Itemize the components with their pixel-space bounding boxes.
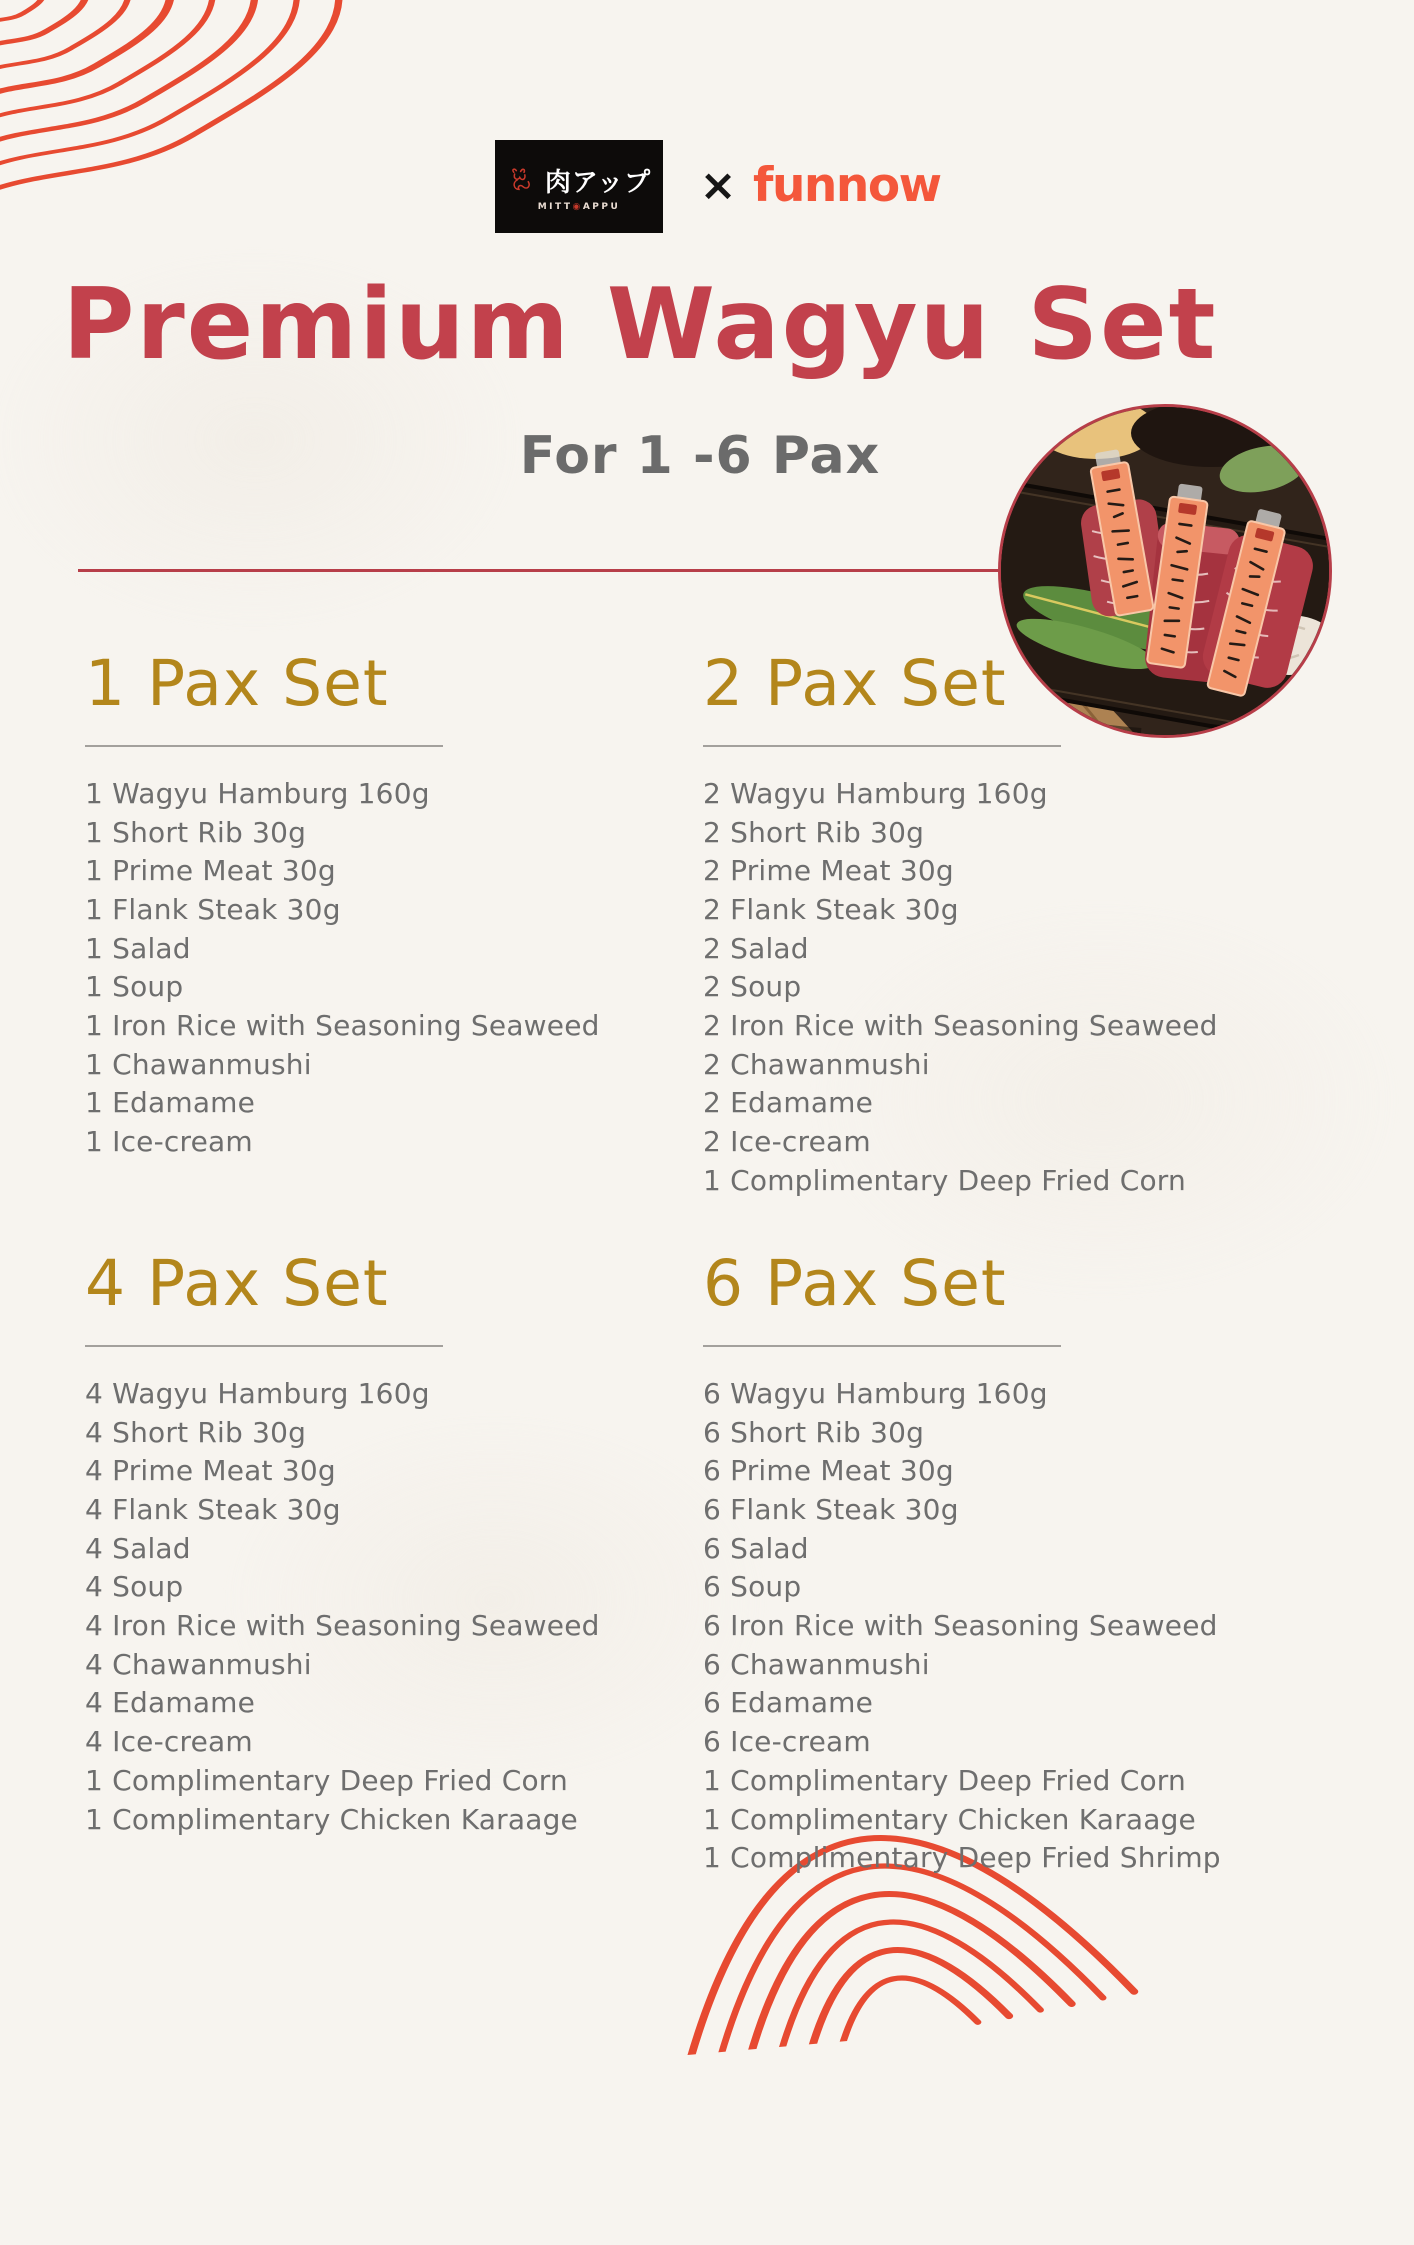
section-heading: 2 Pax Set [703, 647, 1007, 720]
section-heading: 6 Pax Set [703, 1247, 1007, 1320]
bull-icon [507, 167, 541, 193]
brand-name-japanese: 肉アップ [544, 167, 652, 198]
section-6-pax [703, 1246, 1343, 1878]
section-2-pax [703, 646, 1343, 1201]
section-heading: 1 Pax Set [85, 647, 389, 720]
list-item: 4 Soup [85, 1570, 184, 1604]
funnow-logo: funnow [753, 158, 941, 213]
list-item: 4 Prime Meat 30g [85, 1454, 336, 1488]
list-item: 6 Wagyu Hamburg 160g [703, 1376, 1048, 1410]
list-item: 4 Flank Steak 30g [85, 1492, 341, 1526]
list-item: 1 Complimentary Deep Fried Corn [703, 1763, 1186, 1797]
list-item: 1 Complimentary Deep Fried Corn [85, 1763, 568, 1797]
list-item: 2 Short Rib 30g [703, 815, 925, 849]
list-item: 6 Soup [703, 1570, 802, 1604]
section-divider [703, 745, 1061, 747]
list-item: 6 Chawanmushi [703, 1647, 930, 1681]
list-item: 1 Salad [85, 931, 191, 965]
list-item: 1 Complimentary Deep Fried Shrimp [703, 1841, 1221, 1875]
list-item: 1 Complimentary Chicken Karaage [703, 1802, 1196, 1836]
list-item: 2 Edamame [703, 1086, 874, 1120]
list-item: 4 Wagyu Hamburg 160g [85, 1376, 430, 1410]
section-divider [85, 745, 443, 747]
page-title: Premium Wagyu Set [62, 268, 1218, 382]
section-divider [85, 1345, 443, 1347]
section-heading: 4 Pax Set [85, 1247, 389, 1320]
list-item: 6 Short Rib 30g [703, 1415, 925, 1449]
wave-decoration-top-left-icon [0, 0, 349, 203]
list-item: 4 Salad [85, 1531, 191, 1565]
list-item: 1 Short Rib 30g [85, 815, 307, 849]
list-item: 1 Complimentary Deep Fried Corn [703, 1163, 1186, 1197]
list-item: 1 Soup [85, 970, 184, 1004]
list-item: 6 Prime Meat 30g [703, 1454, 954, 1488]
header-divider-line [78, 569, 1000, 572]
list-item: 1 Complimentary Chicken Karaage [85, 1802, 578, 1836]
list-item: 1 Iron Rice with Seasoning Seaweed [85, 1009, 600, 1043]
list-item: 4 Short Rib 30g [85, 1415, 307, 1449]
brand-o-mark-icon: ◉ [572, 201, 583, 212]
list-item: 1 Edamame [85, 1086, 256, 1120]
list-item: 4 Iron Rice with Seasoning Seaweed [85, 1609, 600, 1643]
section-1-pax [85, 646, 725, 1162]
list-item: 2 Iron Rice with Seasoning Seaweed [703, 1009, 1218, 1043]
restaurant-logo [495, 140, 663, 233]
menu-item-list [703, 775, 1343, 1201]
list-item: 2 Chawanmushi [703, 1047, 930, 1081]
brand-name-romaji: MITT◉APPU [537, 201, 621, 212]
list-item: 6 Iron Rice with Seasoning Seaweed [703, 1609, 1218, 1643]
list-item: 1 Prime Meat 30g [85, 854, 336, 888]
list-item: 1 Flank Steak 30g [85, 892, 341, 926]
list-item: 1 Wagyu Hamburg 160g [85, 776, 430, 810]
list-item: 2 Ice-cream [703, 1125, 871, 1159]
list-item: 2 Flank Steak 30g [703, 892, 959, 926]
list-item: 4 Chawanmushi [85, 1647, 312, 1681]
list-item: 6 Ice-cream [703, 1725, 871, 1759]
list-item: 4 Ice-cream [85, 1725, 253, 1759]
page-subtitle: For 1 -6 Pax [519, 426, 881, 486]
list-item: 1 Chawanmushi [85, 1047, 312, 1081]
list-item: 1 Ice-cream [85, 1125, 253, 1159]
list-item: 6 Flank Steak 30g [703, 1492, 959, 1526]
list-item: 2 Salad [703, 931, 809, 965]
list-item: 2 Soup [703, 970, 802, 1004]
list-item: 4 Edamame [85, 1686, 256, 1720]
list-item: 6 Edamame [703, 1686, 874, 1720]
menu-item-list [703, 1375, 1343, 1878]
section-4-pax [85, 1246, 725, 1839]
menu-item-list [85, 1375, 725, 1839]
list-item: 2 Prime Meat 30g [703, 854, 954, 888]
list-item: 2 Wagyu Hamburg 160g [703, 776, 1048, 810]
menu-item-list [85, 775, 725, 1162]
list-item: 6 Salad [703, 1531, 809, 1565]
collab-x-separator: × [699, 160, 737, 211]
section-divider [703, 1345, 1061, 1347]
